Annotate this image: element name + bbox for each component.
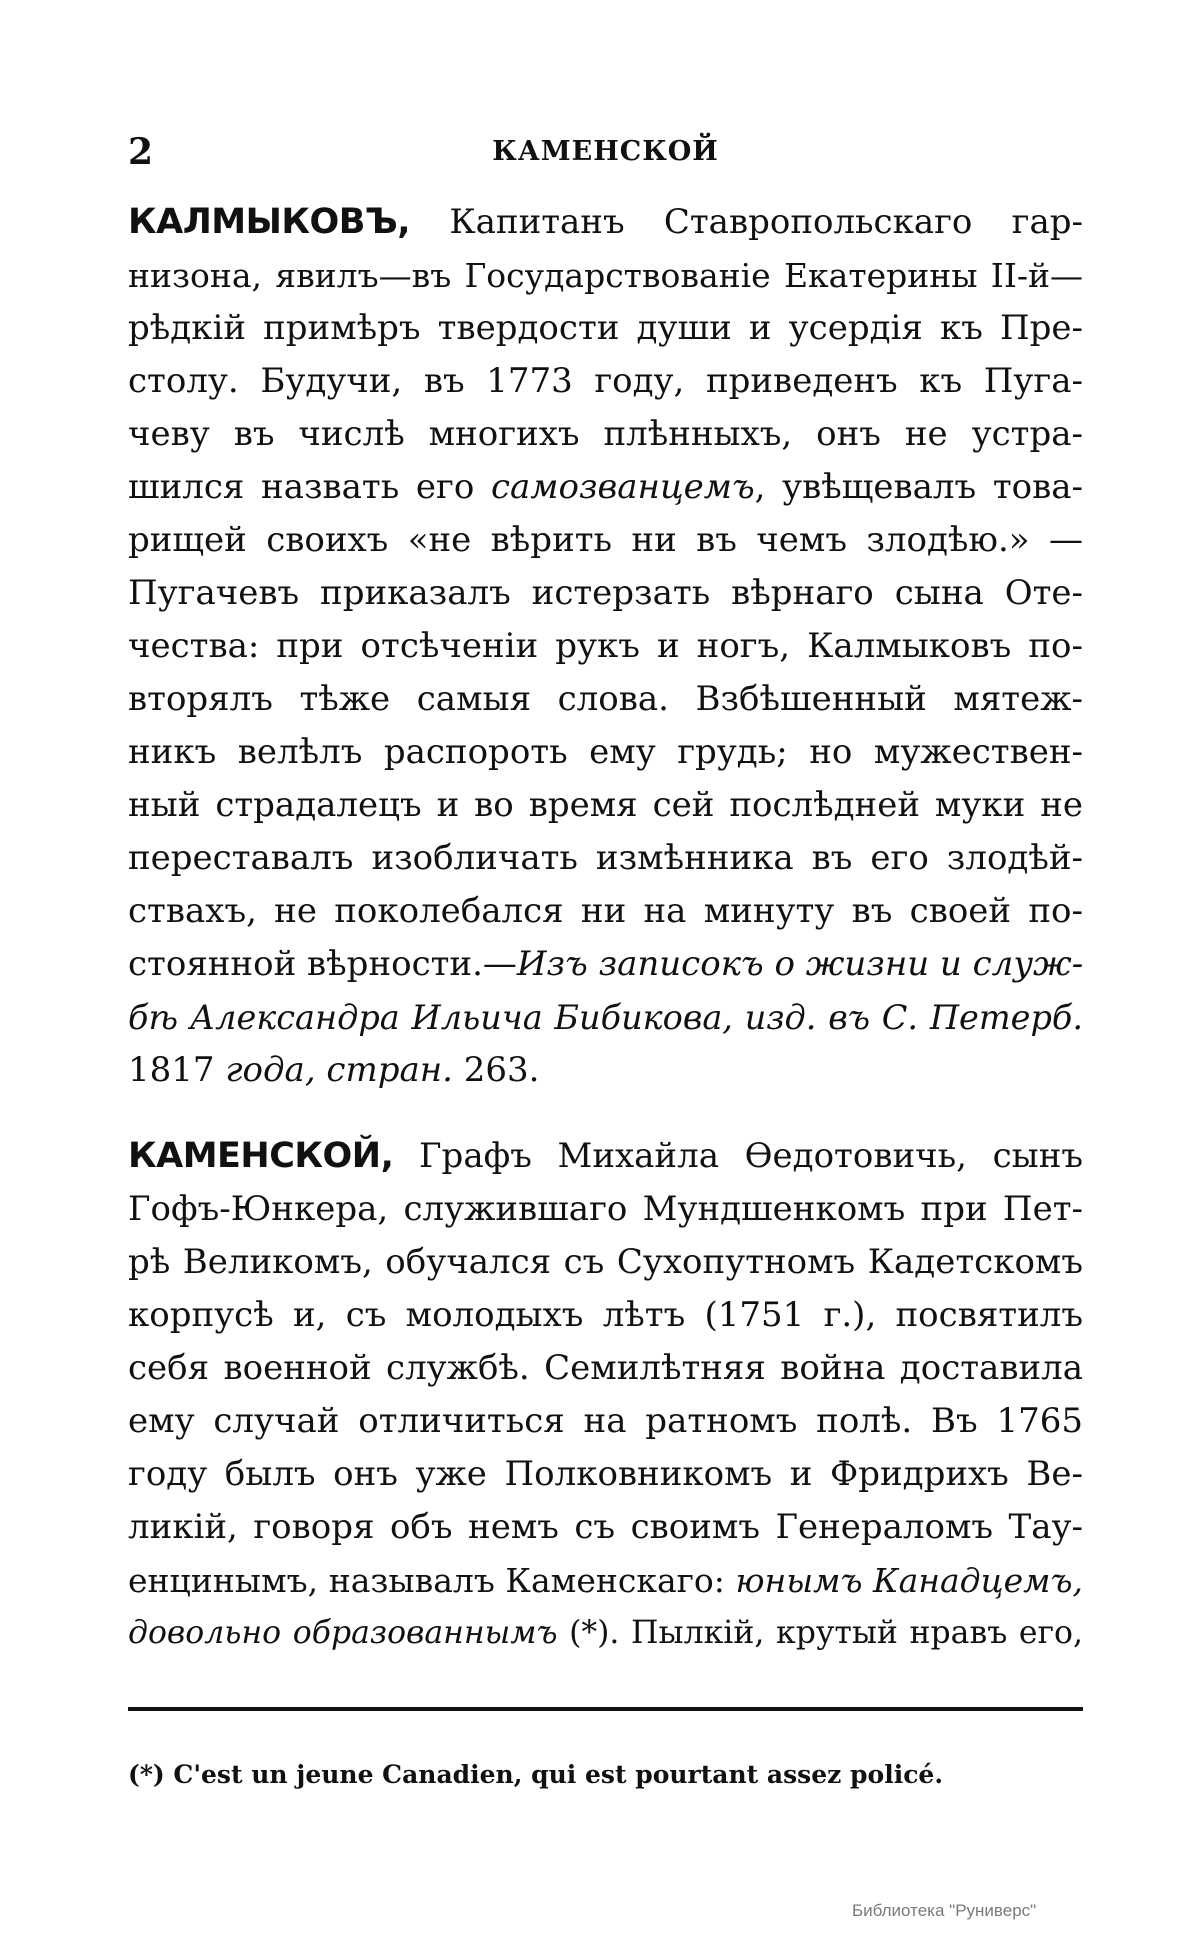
body-text: (*). Пылкій, крутый нравъ его, — [557, 1615, 1083, 1651]
running-head: КАМЕНСКОЙ — [492, 136, 719, 167]
body-text: Пугачевъ приказалъ истерзать вѣрнаго сына Оте- — [128, 573, 1083, 613]
body-text: ствахъ, не поколебался ни на минуту въ своей по- — [128, 891, 1083, 931]
italic-text: бѣ Александра Ильича Бибикова, изд. въ С. Петерб. — [128, 998, 1083, 1037]
italic-text: самозванцемъ — [490, 467, 755, 507]
entry-headword: КАМЕНСКОЙ, — [128, 1136, 394, 1176]
text-line — [128, 885, 1083, 938]
text-line — [128, 779, 1083, 832]
text-line — [128, 1130, 1083, 1183]
text-line — [128, 620, 1083, 673]
text-line — [128, 302, 1083, 355]
text-line — [128, 567, 1083, 620]
body-text: , увѣщевалъ това- — [754, 467, 1083, 507]
body-text: чеву въ числѣ многихъ плѣнныхъ, онъ не устра- — [128, 414, 1083, 454]
italic-text: Изъ записокъ о жизни и служ- — [516, 944, 1083, 984]
body-text: рищей своихъ «не вѣрить ни въ чемъ злодѣю.» — — [128, 520, 1083, 560]
footnote: (*) C'est un jeune Canadien, qui est pourtant assez policé. — [128, 1760, 944, 1789]
text-line — [128, 1607, 1083, 1660]
body-text: ему случай отличиться на ратномъ полѣ. Въ 1765 — [128, 1401, 1083, 1441]
text-line — [128, 1554, 1083, 1607]
text-line — [128, 461, 1083, 514]
text-line — [128, 1448, 1083, 1501]
body-text: рѣдкій примѣръ твердости души и усердія къ Пре- — [128, 308, 1083, 348]
page-header — [128, 128, 1083, 176]
italic-text: довольно образованнымъ — [128, 1615, 558, 1651]
text-line — [128, 1183, 1083, 1236]
entry-kamenskoy — [128, 1130, 1083, 1660]
text-line — [128, 673, 1083, 726]
text-line — [128, 514, 1083, 567]
body-text: себя военной службѣ. Семилѣтняя война доставила — [128, 1348, 1083, 1388]
body-text: никъ велѣлъ распороть ему грудь; но мужествен- — [128, 732, 1083, 772]
text-line — [128, 249, 1083, 302]
body-text: 263. — [452, 1050, 540, 1090]
text-line — [128, 408, 1083, 461]
body-text: переставалъ изобличать измѣнника въ его злодѣй- — [128, 838, 1083, 878]
body-text: Капитанъ Ставропольскаго гар- — [410, 202, 1083, 242]
text-line — [128, 1395, 1083, 1448]
text-line — [128, 938, 1083, 991]
text-line — [128, 1501, 1083, 1554]
footnote-divider — [128, 1707, 1083, 1711]
page-number: 2 — [128, 131, 154, 173]
body-text: 1817 — [128, 1050, 226, 1090]
body-text: шился назвать его — [128, 467, 491, 507]
entry-headword: КАЛМЫКОВЪ, — [128, 202, 411, 242]
text-line — [128, 355, 1083, 408]
body-text: стоянной вѣрности.— — [128, 944, 517, 984]
text-line — [128, 832, 1083, 885]
body-text: Гофъ-Юнкера, служившаго Мундшенкомъ при Пет- — [128, 1189, 1083, 1229]
body-text: чества: при отсѣченіи рукъ и ногъ, Калмыковъ по- — [128, 626, 1083, 666]
body-text: корпусѣ и, съ молодыхъ лѣтъ (1751 г.), посвятилъ — [128, 1295, 1083, 1335]
body-text: году былъ онъ уже Полковникомъ и Фридрихъ Ве- — [128, 1454, 1083, 1494]
body-text: енцинымъ, называлъ Каменскаго: — [128, 1561, 736, 1600]
body-text: Графъ Михайла Ѳедотовичь, сынъ — [393, 1136, 1083, 1176]
body-text: столу. Будучи, въ 1773 году, приведенъ къ Пуга- — [128, 361, 1083, 401]
text-line — [128, 1236, 1083, 1289]
body-text: рѣ Великомъ, обучался съ Сухопутномъ Кадетскомъ — [128, 1242, 1083, 1282]
library-watermark: Библиотека "Руниверс" — [852, 1901, 1037, 1920]
body-text: ликій, говоря объ немъ съ своимъ Генераломъ Тау- — [128, 1507, 1083, 1547]
body-text: вторялъ тѣже самыя слова. Взбѣшенный мятеж- — [128, 679, 1083, 719]
body-text: низона, явилъ—въ Государствованіе Екатерины II-й— — [128, 256, 1083, 295]
entry-kalmykov — [128, 196, 1083, 1097]
text-line — [128, 196, 1083, 249]
body-text: ный страдалецъ и во время сей послѣдней муки не — [128, 785, 1083, 825]
text-line — [128, 991, 1083, 1044]
text-line — [128, 1289, 1083, 1342]
text-line — [128, 1044, 1083, 1097]
text-line — [128, 726, 1083, 779]
text-line — [128, 1342, 1083, 1395]
italic-text: юнымъ Канадцемъ, — [735, 1561, 1083, 1600]
italic-text: года, стран. — [225, 1050, 453, 1090]
